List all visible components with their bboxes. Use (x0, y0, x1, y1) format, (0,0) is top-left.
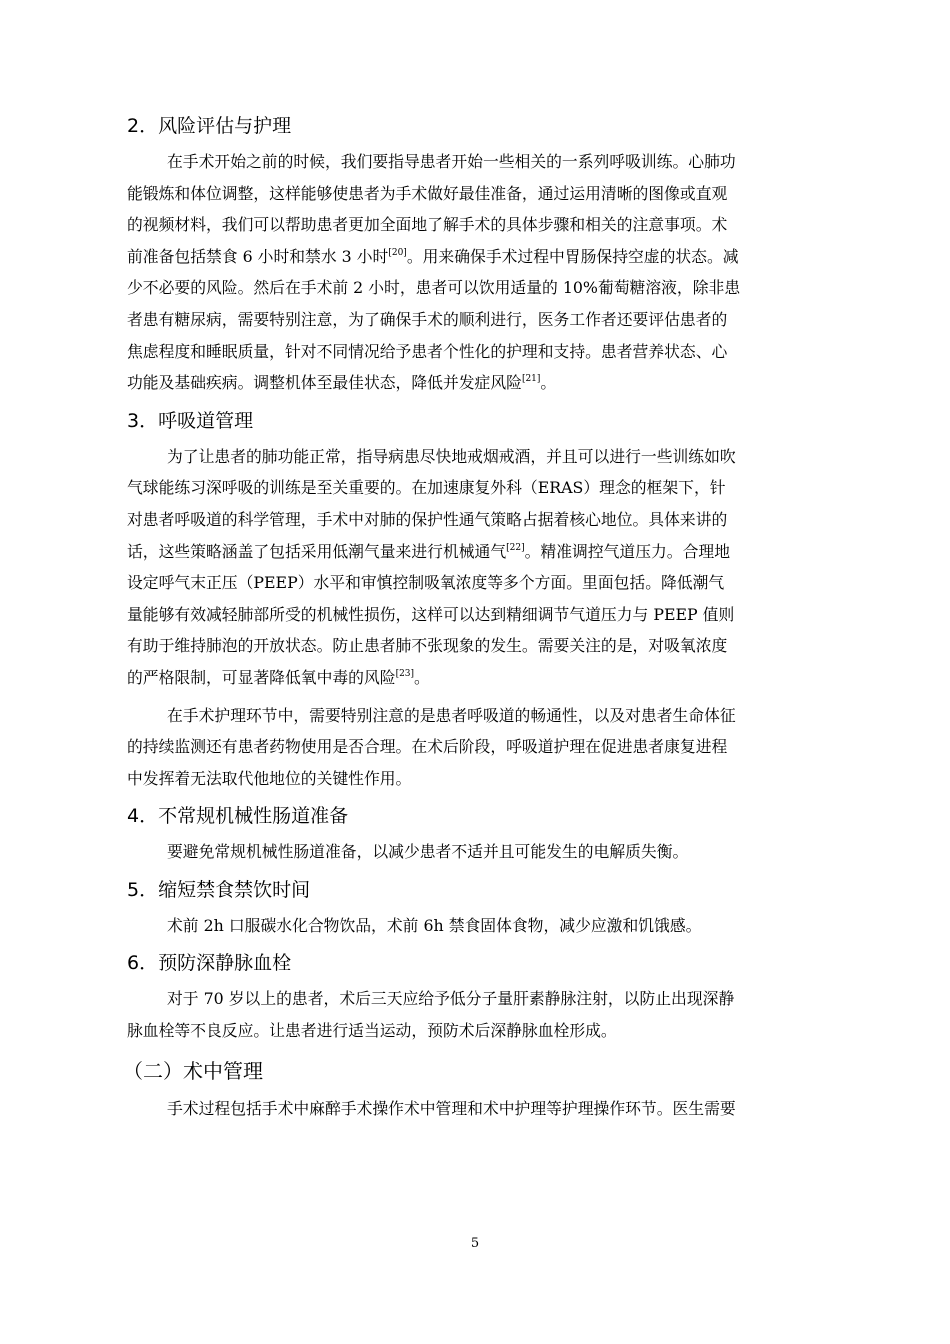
line-text: 对于 70 岁以上的患者，术后三天应给予低分子量肝素静脉注射，以防止出现深静 (167, 989, 735, 1009)
line-text: 量能够有效减轻肺部所受的机械性损伤，这样可以达到精细调节气道压力与 PEEP 值则 (127, 604, 735, 624)
text-line (127, 910, 860, 942)
line-text: 对患者呼吸道的科学管理，手术中对肺的保护性通气策略占据着核心地位。具体来讲的 (127, 509, 728, 529)
citation-ref: [22] (506, 542, 525, 553)
text-line (127, 1093, 860, 1125)
text-line (127, 599, 860, 631)
text-line (127, 441, 860, 473)
text-line (127, 630, 860, 662)
document-body (123, 110, 860, 1130)
line-text: 在手术开始之前的时候，我们要指导患者开始一些相关的一系列呼吸训练。心肺功 (167, 152, 736, 171)
paragraph (127, 983, 860, 1046)
line-text: 在手术护理环节中，需要特别注意的是患者呼吸道的畅通性，以及对患者生命体征 (167, 705, 736, 725)
text-line (127, 700, 860, 732)
paragraph (127, 836, 860, 868)
paragraph (127, 441, 860, 694)
text-line (127, 536, 860, 568)
text-line (127, 146, 860, 178)
text-line (127, 1015, 860, 1047)
section-heading: 6．预防深静脉血栓 (127, 952, 292, 975)
line-text: 设定呼气末正压（PEEP）水平和审慎控制吸氧浓度等多个方面。里面包括。降低潮气 (127, 573, 725, 593)
line-text: 前准备包括禁食 6 小时和禁水 3 小时 (127, 246, 389, 266)
citation-ref: [21] (521, 374, 541, 385)
section-heading: 5．缩短禁食禁饮时间 (127, 878, 311, 901)
line-text: 少不必要的风险。然后在手术前 2 小时，患者可以饮用适量的 10%葡萄糖溶液，除非患 (127, 278, 741, 298)
text-line (127, 567, 860, 599)
line-text: 要避免常规机械性肠道准备，以减少患者不适并且可能发生的电解质失衡。 (167, 842, 689, 862)
line-text: 中发挥着无法取代他地位的关键性作用。 (127, 768, 412, 788)
text-line (127, 178, 860, 210)
line-text: 功能及基础疾病。调整机体至最佳状态，降低并发症风险 (127, 373, 522, 393)
text-line (127, 504, 860, 536)
page-number: 5 (470, 1236, 480, 1251)
line-text: 有助于维持肺泡的开放状态。防止患者肺不张现象的发生。需要关注的是，对吸氧浓度 (127, 636, 728, 656)
line-text: 的严格限制，可显著降低氧中毒的风险 (127, 667, 396, 687)
text-line (127, 336, 860, 368)
text-line (127, 209, 860, 241)
line-text: 气球能练习深呼吸的训练是至关重要的。在加速康复外科（ERAS）理念的框架下，针 (127, 478, 726, 498)
section-heading: 3．呼吸道管理 (127, 409, 254, 432)
text-line (127, 662, 860, 694)
citation-ref: [23] (395, 668, 415, 679)
paragraph (127, 1093, 860, 1125)
line-text-after: 。 (414, 667, 430, 687)
text-line (127, 983, 860, 1015)
line-text: 的视频材料，我们可以帮助患者更加全面地了解手术的具体步骤和相关的注意事项。术 (127, 215, 728, 235)
section-heading: 2．风险评估与护理 (127, 115, 292, 137)
line-text: 能锻炼和体位调整，这样能够使患者为手术做好最佳准备，通过运用清晰的图像或直观 (127, 183, 728, 203)
text-line (127, 472, 860, 504)
paragraph (127, 146, 860, 399)
line-text: 焦虑程度和睡眠质量，针对不同情况给予患者个性化的护理和支持。患者营养状态、心 (127, 341, 728, 361)
line-text: 话，这些策略涵盖了包括采用低潮气量来进行机械通气 (127, 541, 507, 561)
line-text: 术前 2h 口服碳水化合物饮品，术前 6h 禁食固体食物，减少应激和饥饿感。 (167, 915, 702, 935)
line-text-after: 。精准调控气道压力。合理地 (524, 541, 730, 561)
text-line (127, 367, 860, 399)
paragraph (127, 700, 860, 795)
paragraph (127, 910, 860, 942)
text-line (127, 731, 860, 763)
text-line (127, 836, 860, 868)
line-text: 者患有糖尿病，需要特别注意，为了确保手术的顺利进行，医务工作者还要评估患者的 (127, 309, 728, 329)
line-text-after: 。用来确保手术过程中胃肠保持空虚的状态。减 (406, 246, 739, 266)
citation-ref: [20] (388, 247, 407, 258)
text-line (127, 241, 860, 273)
line-text: 手术过程包括手术中麻醉手术操作术中管理和术中护理等护理操作环节。医生需要 (167, 1098, 736, 1118)
line-text: 脉血栓等不良反应。让患者进行适当运动，预防术后深静脉血栓形成。 (127, 1021, 617, 1041)
section-heading: 4．不常规机械性肠道准备 (127, 805, 349, 828)
line-text: 的持续监测还有患者药物使用是否合理。在术后阶段，呼吸道护理在促进患者康复进程 (127, 737, 728, 757)
text-line (127, 272, 860, 304)
section-heading: （二）术中管理 (123, 1058, 263, 1083)
text-line (127, 304, 860, 336)
line-text: 为了让患者的肺功能正常，指导病患尽快地戒烟戒酒，并且可以进行一些训练如吹 (167, 446, 736, 466)
line-text-after: 。 (540, 373, 557, 393)
text-line (127, 763, 860, 795)
